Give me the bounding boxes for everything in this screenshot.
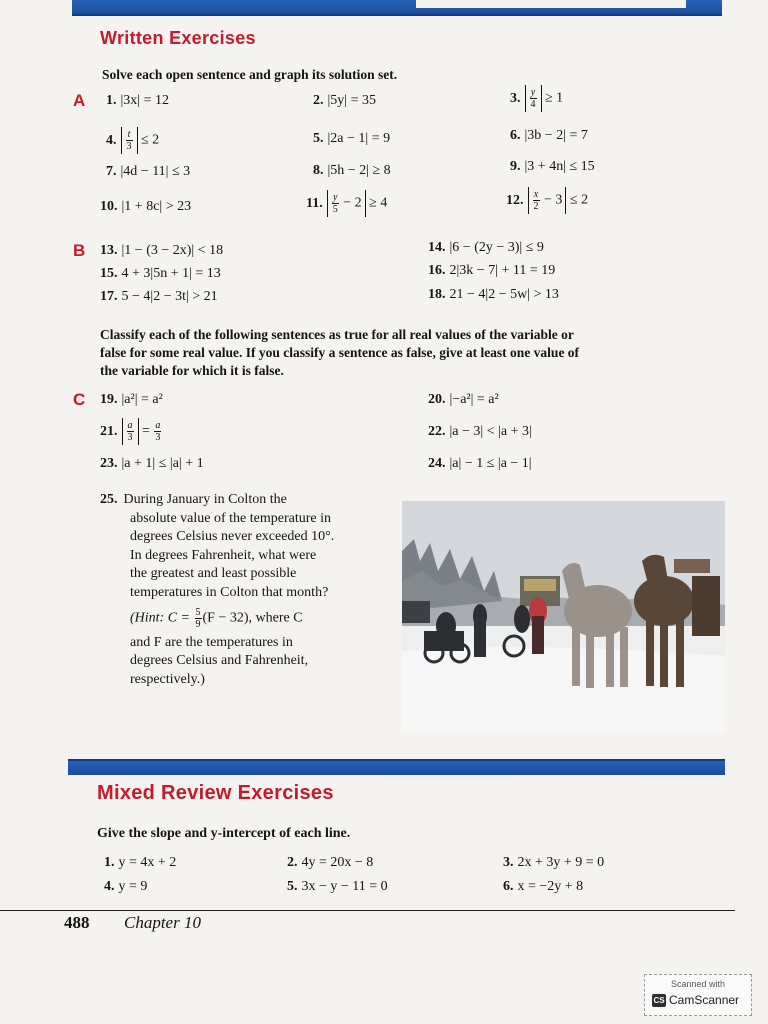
exercise-12: 12. $\frac{x}{2}$ − 3 ≤ 2 <box>506 189 589 212</box>
exercise-1: 1. |3x| = 12 <box>106 93 170 108</box>
exercise-15: 15. 4 + 3|5n + 1| = 13 <box>100 266 221 281</box>
exercise-14: 14. |6 − (2y − 3)| ≤ 9 <box>428 240 544 255</box>
exercise-22: 22. |a − 3| < |a + 3| <box>428 424 532 439</box>
written-exercises-heading: Written Exercises <box>100 28 256 48</box>
exercise-10: 10. |1 + 8c| > 23 <box>100 199 192 214</box>
exercise-25: 25. During January in Colton the absolute value of the temperature in degrees Celsius never exceeded 10°. In degrees Fahrenheit, what were the greatest and least possible temperatures in Colton that month? (Hint: C = $\frac{5}{9}$ (F − 32), where C and F are the temperatures in degrees Celsius and Fahrenheit, respectively.) <box>100 492 335 687</box>
mixed-item-6: 6. x = −2y + 8 <box>503 879 584 894</box>
mixed-review-heading: Mixed Review Exercises <box>97 782 334 804</box>
mixed-instruction: Give the slope and y-intercept of each line. <box>97 826 351 841</box>
exercise-5: 5. |2a − 1| = 9 <box>313 131 391 146</box>
footer-rule <box>0 910 735 911</box>
exercise-21: 21. $\frac{a}{3}$ = $\frac{a}{3}$ <box>100 420 161 443</box>
mixed-item-4: 4. y = 9 <box>104 879 148 894</box>
page-number: 488 <box>64 913 90 932</box>
written-instruction: Solve each open sentence and graph its solution set. <box>102 67 398 82</box>
exercise-6: 6. |3b − 2| = 7 <box>510 128 588 143</box>
exercise-7: 7. |4d − 11| ≤ 3 <box>106 164 191 179</box>
exercise-9: 9. |3 + 4n| ≤ 15 <box>510 159 595 174</box>
exercise-11: 11. $\frac{y}{5}$ − 2 ≥ 4 <box>306 192 388 215</box>
camscanner-brand: CamScanner <box>669 993 740 1007</box>
classify-instruction: Classify each of the following sentences as true for all real values of the variable or false for some real value. If you classify a sentence as false, give at least one value of the variable for which it is false. <box>100 327 580 378</box>
exercise-19: 19. |a²| = a² <box>100 392 163 407</box>
level-b-label: B <box>73 241 86 260</box>
exercise-4: 4. $\frac{t}{3}$ ≤ 2 <box>106 129 160 152</box>
mixed-item-3: 3. 2x + 3y + 9 = 0 <box>503 855 605 870</box>
exercise-17: 17. 5 − 4|2 − 3t| > 21 <box>100 289 218 304</box>
top-bar-notch <box>416 0 686 8</box>
chapter-label: Chapter 10 <box>124 913 201 932</box>
camscanner-watermark <box>644 974 752 1016</box>
level-a-label: A <box>73 91 86 110</box>
scanned-with-label: Scanned with <box>670 979 726 989</box>
level-c-label: C <box>73 390 86 409</box>
mixed-item-1: 1. y = 4x + 2 <box>104 855 177 870</box>
sleigh-photo <box>402 501 725 733</box>
exercise-18: 18. 21 − 4|2 − 5w| > 13 <box>428 287 559 302</box>
exercise-8: 8. |5h − 2| ≥ 8 <box>313 163 391 178</box>
mixed-item-5: 5. 3x − y − 11 = 0 <box>287 879 388 894</box>
mixed-item-2: 2. 4y = 20x − 8 <box>287 855 374 870</box>
camscanner-logo-icon: CS <box>653 996 665 1005</box>
exercise-24: 24. |a| − 1 ≤ |a − 1| <box>428 456 532 471</box>
exercise-13: 13. |1 − (3 − 2x)| < 18 <box>100 243 224 258</box>
exercise-3: 3. $\frac{y}{4}$ ≥ 1 <box>510 87 564 110</box>
exercise-23: 23. |a + 1| ≤ |a| + 1 <box>100 456 204 471</box>
mixed-review-bar <box>68 759 725 775</box>
exercise-20: 20. |−a²| = a² <box>428 392 499 407</box>
exercise-2: 2. |5y| = 35 <box>313 93 377 108</box>
snow-scene-illustration <box>402 501 725 733</box>
exercise-16: 16. 2|3k − 7| + 11 = 19 <box>428 263 556 278</box>
